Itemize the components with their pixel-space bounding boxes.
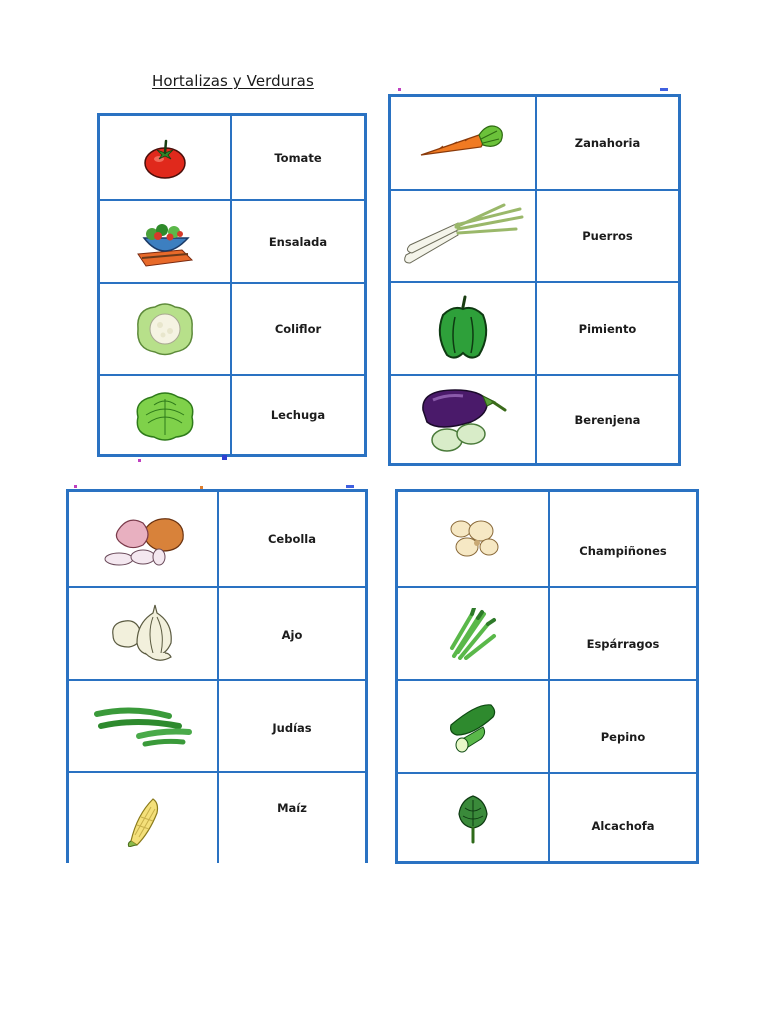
image-cell: [391, 97, 537, 191]
word-cell: [219, 681, 365, 773]
vegetable-label: Ensalada: [268, 234, 328, 249]
word-cell: [219, 588, 365, 681]
word-cell: [219, 492, 365, 588]
image-cell: [391, 283, 537, 376]
vegetable-card-2: [388, 94, 681, 466]
image-cell: [69, 681, 219, 773]
garlic-icon: [107, 603, 179, 665]
vegetable-label: Judías: [272, 721, 312, 735]
cucumber-icon: [447, 701, 499, 753]
image-cell: [398, 681, 550, 774]
word-cell: [550, 492, 696, 588]
image-cell: [69, 492, 219, 588]
vegetable-label: Pepino: [600, 730, 646, 744]
corn-icon: [123, 795, 163, 847]
vegetable-card-1: [97, 113, 367, 457]
image-cell: [100, 116, 232, 201]
page-title: Hortalizas y Verduras: [152, 72, 314, 90]
word-cell: [550, 681, 696, 774]
word-cell: [537, 191, 678, 283]
decorative-speck: [222, 455, 227, 460]
green-beans-icon: [93, 704, 193, 748]
mushroom-icon: [443, 517, 503, 561]
artichoke-icon: [455, 792, 491, 844]
decorative-speck: [200, 486, 203, 489]
word-cell: [537, 283, 678, 376]
word-cell: [232, 284, 364, 376]
image-cell: [391, 376, 537, 463]
vegetable-label: Ajo: [281, 628, 303, 642]
decorative-speck: [74, 485, 77, 488]
vegetable-label: Maíz: [277, 801, 307, 815]
tomato-icon: [135, 133, 195, 183]
image-cell: [391, 191, 537, 283]
image-cell: [100, 376, 232, 454]
vegetable-label: Lechuga: [270, 408, 326, 422]
decorative-speck: [138, 459, 141, 462]
image-cell: [398, 588, 550, 681]
leek-icon: [400, 203, 526, 269]
vegetable-label: Champiñones: [579, 544, 667, 558]
lettuce-icon: [132, 389, 198, 441]
cauliflower-icon: [130, 299, 200, 359]
vegetable-label: Coliflor: [274, 322, 322, 336]
image-cell: [100, 201, 232, 284]
word-cell: [550, 588, 696, 681]
vegetable-label: Espárragos: [586, 637, 660, 651]
word-cell: [232, 116, 364, 201]
vegetable-label: Tomate: [274, 150, 322, 165]
vegetable-label: Alcachofa: [591, 819, 655, 833]
vegetable-label: Pimiento: [578, 321, 637, 336]
image-cell: [69, 773, 219, 863]
salad-icon: [132, 212, 198, 272]
onion-icon: [99, 511, 187, 567]
word-cell: [232, 376, 364, 454]
word-cell: [537, 376, 678, 463]
word-cell: [550, 774, 696, 861]
vegetable-card-3: [66, 489, 368, 863]
decorative-speck: [346, 485, 354, 488]
vegetable-label: Puerros: [582, 229, 633, 243]
word-cell: [537, 97, 678, 191]
vegetable-label: Cebolla: [267, 532, 317, 546]
vegetable-label: Zanahoria: [574, 136, 641, 150]
word-cell: [232, 201, 364, 284]
image-cell: [69, 588, 219, 681]
eggplant-icon: [415, 384, 511, 456]
decorative-speck: [660, 88, 668, 91]
asparagus-icon: [448, 608, 498, 660]
word-cell: [219, 773, 365, 863]
image-cell: [398, 492, 550, 588]
vegetable-card-4: [395, 489, 699, 864]
carrot-icon: [417, 121, 509, 165]
decorative-speck: [398, 88, 401, 91]
vegetable-label: Berenjena: [574, 412, 641, 427]
image-cell: [398, 774, 550, 861]
pepper-icon: [433, 295, 493, 363]
image-cell: [100, 284, 232, 376]
